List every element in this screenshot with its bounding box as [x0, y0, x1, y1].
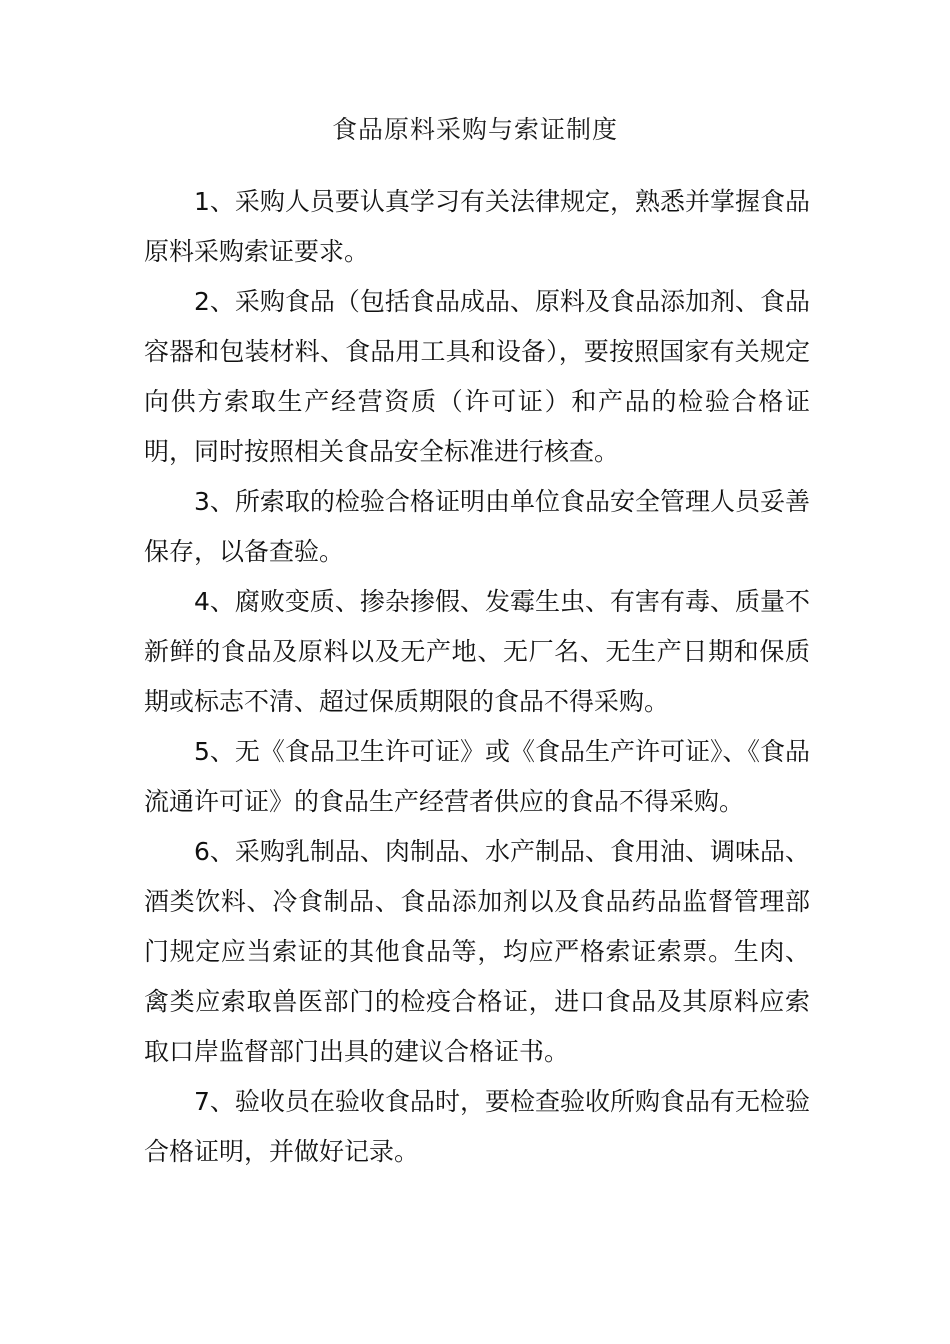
paragraph-5: 5、无《食品卫生许可证》或《食品生产许可证》、《食品流通许可证》的食品生产经营者供应的食品不得采购。 — [144, 737, 810, 816]
paragraph-7: 7、验收员在验收食品时，要检查验收所购食品有无检验合格证明，并做好记录。 — [144, 1087, 810, 1166]
paragraph-3: 3、所索取的检验合格证明由单位食品安全管理人员妥善保存，以备查验。 — [144, 487, 810, 566]
paragraph-2: 2、采购食品（包括食品成品、原料及食品添加剂、食品容器和包装材料、食品用工具和设备），要按照国家有关规定向供方索取生产经营资质（许可证）和产品的检验合格证明，同时按照相关食品安全标准进行核查。 — [144, 287, 810, 466]
document-body — [144, 177, 810, 1177]
paragraph-4: 4、腐败变质、掺杂掺假、发霉生虫、有害有毒、质量不新鲜的食品及原料以及无产地、无厂名、无生产日期和保质期或标志不清、超过保质期限的食品不得采购。 — [144, 587, 810, 716]
paragraph-1: 1、采购人员要认真学习有关法律规定，熟悉并掌握食品原料采购索证要求。 — [144, 187, 810, 266]
document-title: 食品原料采购与索证制度 — [331, 115, 618, 144]
paragraph-6: 6、采购乳制品、肉制品、水产制品、食用油、调味品、酒类饮料、冷食制品、食品添加剂以及食品药品监督管理部门规定应当索证的其他食品等，均应严格索证索票。生肉、禽类应索取兽医部门的检疫合格证，进口食品及其原料应索取口岸监督部门出具的建议合格证书。 — [144, 837, 810, 1066]
